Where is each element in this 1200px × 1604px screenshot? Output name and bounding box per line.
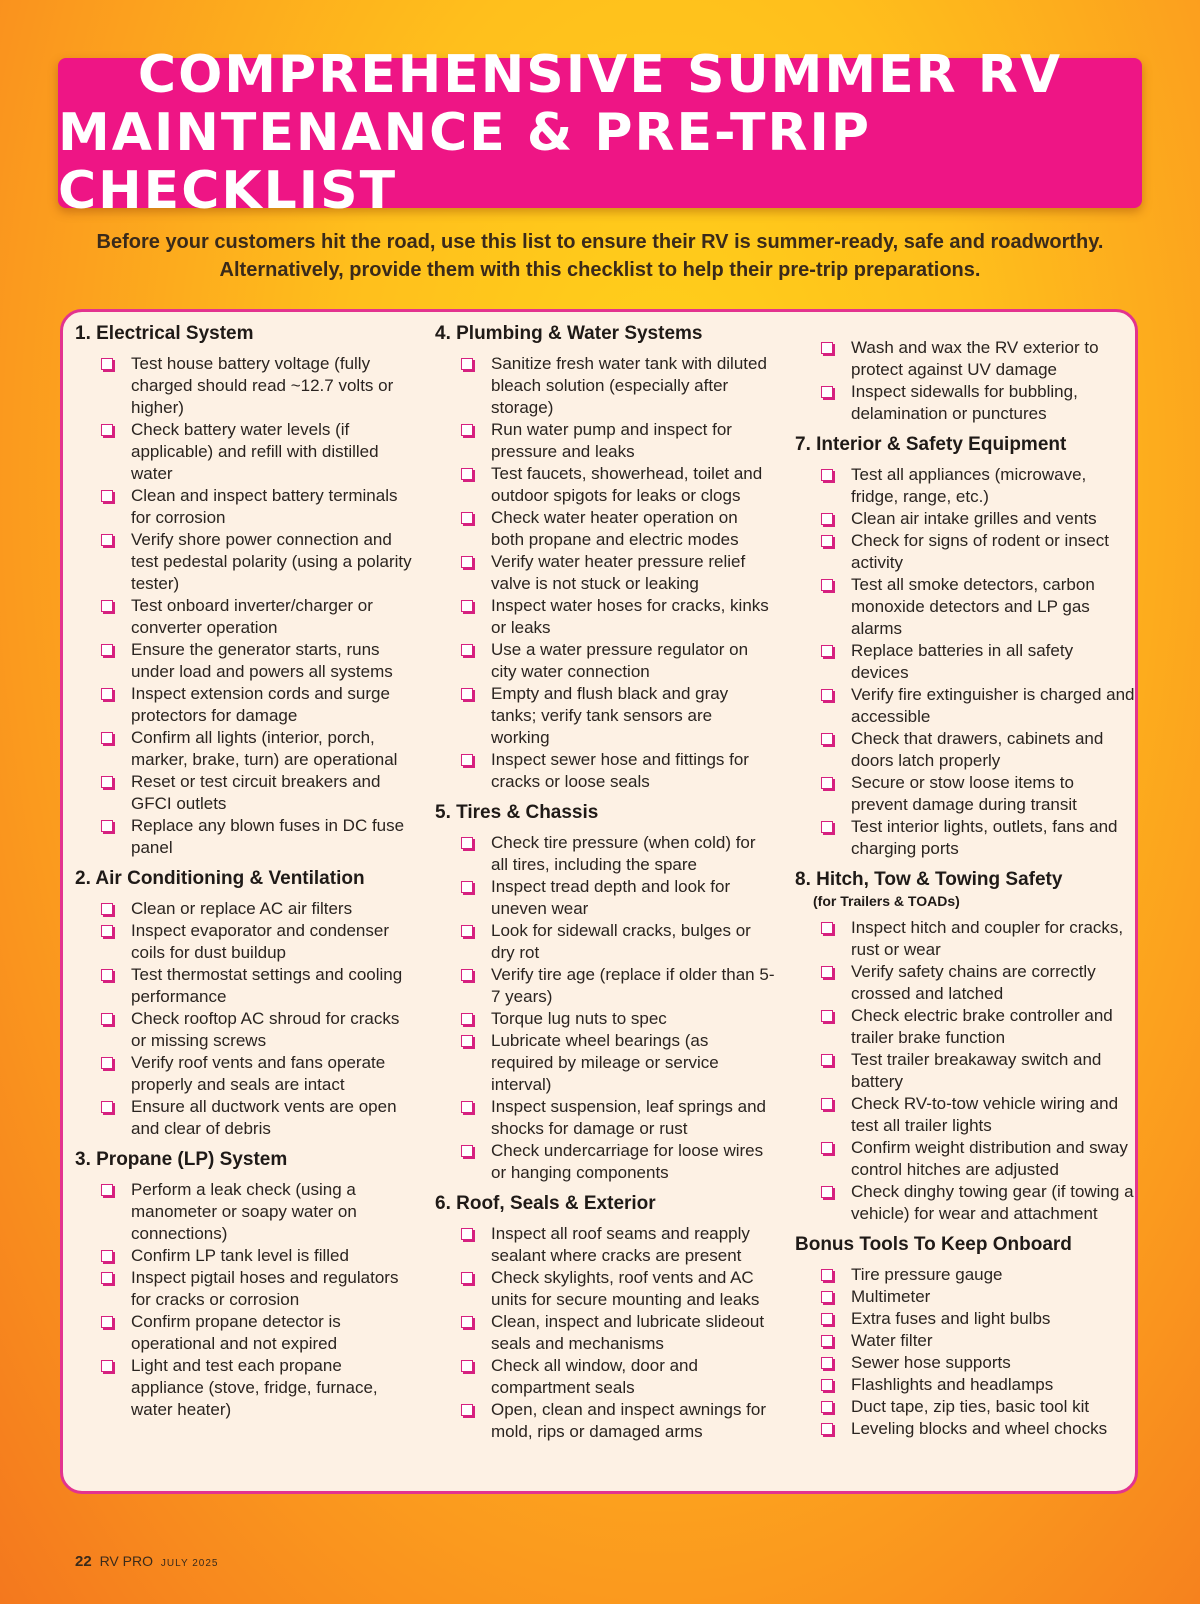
column-2 [435, 322, 775, 1451]
checklist-item-text: Inspect hitch and coupler for cracks, rust or wear [851, 918, 1124, 959]
checklist-item-text: Inspect extension cords and surge protectors for damage [131, 684, 390, 725]
page-footer [75, 1553, 218, 1570]
checklist-item-text: Lubricate wheel bearings (as required by mileage or service interval) [491, 1031, 719, 1094]
checkbox-icon[interactable] [461, 837, 473, 849]
section-heading: 1. Electrical System [75, 323, 254, 344]
checklist-item [75, 964, 415, 1008]
checkbox-icon[interactable] [821, 535, 833, 547]
checklist-item-text: Test onboard inverter/charger or converter operation [131, 596, 373, 637]
section-heading: 2. Air Conditioning & Ventilation [75, 868, 365, 889]
checkbox-icon[interactable] [101, 925, 113, 937]
checklist-item [795, 1093, 1135, 1137]
section-heading: 6. Roof, Seals & Exterior [435, 1193, 656, 1214]
checklist-item [435, 749, 775, 793]
section-roof [435, 1192, 775, 1443]
checklist-item-text: Inspect pigtail hoses and regulators for cracks or corrosion [131, 1268, 399, 1309]
checklist-item-text: Clean or replace AC air filters [131, 899, 353, 918]
checklist-item-text: Leveling blocks and wheel chocks [851, 1419, 1108, 1438]
checklist-item-text: Test house battery voltage (fully charged should read ~12.7 volts or higher) [131, 354, 394, 417]
section-air-conditioning [75, 867, 415, 1140]
checklist-item [435, 1008, 775, 1030]
checklist-item [75, 920, 415, 964]
checkbox-icon[interactable] [101, 1272, 113, 1284]
checklist-item-text: Secure or stow loose items to prevent damage during transit [851, 773, 1077, 814]
checklist-item-text: Open, clean and inspect awnings for mold, rips or damaged arms [491, 1400, 767, 1441]
checklist-item [795, 1049, 1135, 1093]
checklist-item [795, 381, 1135, 425]
checklist-items [75, 898, 415, 1140]
checklist-item-text: Verify water heater pressure relief valve is not stuck or leaking [491, 552, 746, 593]
checkbox-icon[interactable] [101, 1013, 113, 1025]
checklist-item [795, 1308, 1135, 1330]
checklist-item [435, 964, 775, 1008]
checklist-item-text: Duct tape, zip ties, basic tool kit [851, 1397, 1090, 1416]
checklist-item-text: Ensure all ductwork vents are open and clear of debris [131, 1097, 397, 1138]
checkbox-icon[interactable] [821, 469, 833, 481]
checklist-item [435, 639, 775, 683]
checkbox-icon[interactable] [821, 1313, 833, 1325]
checklist-item-text: Test faucets, showerhead, toilet and outdoor spigots for leaks or clogs [491, 464, 763, 505]
checklist-item-text: Confirm propane detector is operational and not expired [131, 1312, 341, 1353]
checkbox-icon[interactable] [821, 689, 833, 701]
checklist-item [435, 1311, 775, 1355]
checklist-item [435, 419, 775, 463]
section-subheading: (for Trailers & TOADs) [813, 893, 960, 909]
checkbox-icon[interactable] [101, 1057, 113, 1069]
checklist-item [795, 1264, 1135, 1286]
checklist-item [435, 1355, 775, 1399]
checkbox-icon[interactable] [461, 556, 473, 568]
checkbox-icon[interactable] [821, 1291, 833, 1303]
intro-text [60, 228, 1140, 284]
checkbox-icon[interactable] [461, 881, 473, 893]
section-interior-safety [795, 433, 1135, 860]
checklist-item-text: Clean and inspect battery terminals for corrosion [131, 486, 398, 527]
checkbox-icon[interactable] [461, 1404, 473, 1416]
page-number: 22 [75, 1553, 92, 1570]
section-electrical [75, 322, 415, 859]
checklist-item [795, 1286, 1135, 1308]
checklist-item-text: Multimeter [851, 1287, 931, 1306]
checkbox-icon[interactable] [821, 386, 833, 398]
checklist-item-text: Verify roof vents and fans operate properly and seals are intact [131, 1053, 386, 1094]
checkbox-icon[interactable] [821, 1142, 833, 1154]
checkbox-icon[interactable] [821, 645, 833, 657]
checklist-item-text: Wash and wax the RV exterior to protect against UV damage [851, 338, 1099, 379]
checklist-item [75, 595, 415, 639]
checklist-item [75, 419, 415, 485]
checklist-item-text: Use a water pressure regulator on city water connection [491, 640, 749, 681]
page-title-line-1: COMPREHENSIVE SUMMER RV [137, 45, 1063, 105]
checklist-item [795, 961, 1135, 1005]
checkbox-icon[interactable] [461, 644, 473, 656]
checklist-items [795, 464, 1135, 860]
checklist-item-text: Test all smoke detectors, carbon monoxide detectors and LP gas alarms [851, 575, 1095, 638]
checklist-item-text: Inspect tread depth and look for uneven wear [491, 877, 731, 918]
checkbox-icon[interactable] [821, 922, 833, 934]
checklist-items [795, 917, 1135, 1225]
checklist-items [75, 353, 415, 859]
checklist-item [795, 1418, 1135, 1440]
checklist-item-text: Extra fuses and light bulbs [851, 1309, 1051, 1328]
checkbox-icon[interactable] [101, 776, 113, 788]
checklist-item-text: Clean air intake grilles and vents [851, 509, 1097, 528]
checkbox-icon[interactable] [101, 969, 113, 981]
checklist-item [435, 1096, 775, 1140]
checkbox-icon[interactable] [461, 688, 473, 700]
checklist-item-text: Run water pump and inspect for pressure and leaks [491, 420, 732, 461]
checklist-item [75, 639, 415, 683]
section-heading: 8. Hitch, Tow & Towing Safety [795, 869, 1063, 890]
column-1 [75, 322, 415, 1429]
checklist-item [435, 683, 775, 749]
checklist-item [435, 876, 775, 920]
section-hitch-tow [795, 868, 1135, 1225]
checkbox-icon[interactable] [821, 1423, 833, 1435]
checkbox-icon[interactable] [821, 579, 833, 591]
checkbox-icon[interactable] [461, 358, 473, 370]
checkbox-icon[interactable] [461, 1360, 473, 1372]
checklist-item [435, 353, 775, 419]
checklist-item-text: Light and test each propane appliance (stove, fridge, furnace, water heater) [131, 1356, 378, 1419]
checkbox-icon[interactable] [821, 733, 833, 745]
checkbox-icon[interactable] [821, 1357, 833, 1369]
checkbox-icon[interactable] [821, 1010, 833, 1022]
checklist-item-text: Check water heater operation on both propane and electric modes [491, 508, 739, 549]
checkbox-icon[interactable] [461, 1228, 473, 1240]
intro-line-1: Before your customers hit the road, use this list to ensure their RV is summer-ready, safe and roadworthy. [96, 231, 1104, 253]
checklist-item [795, 574, 1135, 640]
checklist-item [795, 728, 1135, 772]
checklist-card [60, 309, 1138, 1494]
section-heading: 4. Plumbing & Water Systems [435, 323, 703, 344]
checklist-item-text: Check tire pressure (when cold) for all tires, including the spare [491, 833, 756, 874]
column-3 [795, 322, 1135, 1448]
section-heading: 3. Propane (LP) System [75, 1149, 288, 1170]
checkbox-icon[interactable] [821, 966, 833, 978]
checkbox-icon[interactable] [461, 925, 473, 937]
checkbox-icon[interactable] [101, 732, 113, 744]
checklist-item [75, 1355, 415, 1421]
checklist-items [435, 353, 775, 793]
issue-date: JULY 2025 [160, 1558, 219, 1569]
checklist-item [435, 595, 775, 639]
checklist-item [795, 1005, 1135, 1049]
checklist-item [435, 507, 775, 551]
checklist-item-text: Check for signs of rodent or insect activity [851, 531, 1109, 572]
checklist-item-text: Reset or test circuit breakers and GFCI outlets [131, 772, 381, 813]
checkbox-icon[interactable] [461, 754, 473, 766]
checkbox-icon[interactable] [101, 1316, 113, 1328]
checklist-item [795, 530, 1135, 574]
checklist-item [795, 1181, 1135, 1225]
checklist-item [435, 551, 775, 595]
checklist-item-text: Torque lug nuts to spec [491, 1009, 667, 1028]
checklist-item-text: Check RV-to-tow vehicle wiring and test all trailer lights [851, 1094, 1119, 1135]
checkbox-icon[interactable] [101, 600, 113, 612]
checklist-item [75, 485, 415, 529]
checkbox-icon[interactable] [461, 969, 473, 981]
checkbox-icon[interactable] [461, 600, 473, 612]
checklist-item-text: Check skylights, roof vents and AC units for secure mounting and leaks [491, 1268, 760, 1309]
checkbox-icon[interactable] [101, 424, 113, 436]
checklist-item-text: Inspect sewer hose and fittings for cracks or loose seals [491, 750, 749, 791]
section-heading: Bonus Tools To Keep Onboard [795, 1234, 1072, 1255]
checklist-item-text: Verify fire extinguisher is charged and accessible [851, 685, 1135, 726]
checklist-item [435, 1030, 775, 1096]
section-propane [75, 1148, 415, 1421]
checklist-items [435, 832, 775, 1184]
checklist-item [795, 772, 1135, 816]
checklist-item-text: Confirm weight distribution and sway control hitches are adjusted [851, 1138, 1128, 1179]
checkbox-icon[interactable] [101, 820, 113, 832]
checkbox-icon[interactable] [821, 1186, 833, 1198]
checklist-item [795, 684, 1135, 728]
checklist-item-text: Check rooftop AC shroud for cracks or missing screws [131, 1009, 400, 1050]
checklist-item-text: Check electric brake controller and trailer brake function [851, 1006, 1113, 1047]
checklist-item [795, 640, 1135, 684]
checklist-item [795, 1137, 1135, 1181]
checklist-item [795, 917, 1135, 961]
section-plumbing [435, 322, 775, 793]
checklist-item-text: Sanitize fresh water tank with diluted bleach solution (especially after storage) [491, 354, 767, 417]
checklist-item [795, 1374, 1135, 1396]
checkbox-icon[interactable] [101, 1360, 113, 1372]
checklist-item [795, 1352, 1135, 1374]
checklist-item [435, 920, 775, 964]
checklist-item-text: Empty and flush black and gray tanks; verify tank sensors are working [491, 684, 729, 747]
checklist-item [795, 508, 1135, 530]
checklist-item-text: Test interior lights, outlets, fans and charging ports [851, 817, 1118, 858]
checklist-item [435, 832, 775, 876]
checklist-item [75, 1052, 415, 1096]
checkbox-icon[interactable] [461, 1101, 473, 1113]
checkbox-icon[interactable] [821, 342, 833, 354]
section-heading: 7. Interior & Safety Equipment [795, 434, 1067, 455]
checkbox-icon[interactable] [821, 1269, 833, 1281]
checklist-item-text: Inspect sidewalls for bubbling, delamination or punctures [851, 382, 1078, 423]
section-bonus-tools [795, 1233, 1135, 1440]
checklist-item [75, 1311, 415, 1355]
checklist-item [435, 1399, 775, 1443]
section-roof-continued [795, 337, 1135, 425]
checklist-item [435, 1223, 775, 1267]
checklist-item [435, 1267, 775, 1311]
checklist-item [435, 1140, 775, 1184]
checklist-item-text: Verify safety chains are correctly crossed and latched [851, 962, 1096, 1003]
checklist-item-text: Inspect suspension, leaf springs and shocks for damage or rust [491, 1097, 767, 1138]
checkbox-icon[interactable] [101, 490, 113, 502]
checklist-item-text: Check undercarriage for loose wires or hanging components [491, 1141, 764, 1182]
checklist-item [75, 815, 415, 859]
checklist-item [75, 771, 415, 815]
checkbox-icon[interactable] [101, 534, 113, 546]
checklist-item-text: Tire pressure gauge [851, 1265, 1003, 1284]
checklist-items [75, 1179, 415, 1421]
checklist-item [75, 727, 415, 771]
magazine-name: RV PRO [99, 1553, 154, 1569]
checkbox-icon[interactable] [461, 468, 473, 480]
checklist-item-text: Sewer hose supports [851, 1353, 1011, 1372]
checklist-item-text: Ensure the generator starts, runs under load and powers all systems [131, 640, 393, 681]
checklist-item-text: Perform a leak check (using a manometer or soapy water on connections) [131, 1180, 357, 1243]
checklist-item [75, 529, 415, 595]
checkbox-icon[interactable] [101, 903, 113, 915]
checkbox-icon[interactable] [461, 512, 473, 524]
title-banner [58, 45, 1142, 221]
checklist-item-text: Confirm LP tank level is filled [131, 1246, 349, 1265]
checkbox-icon[interactable] [821, 513, 833, 525]
checklist-item-text: Inspect evaporator and condenser coils for dust buildup [131, 921, 390, 962]
checklist-item [75, 898, 415, 920]
checklist-item [795, 1396, 1135, 1418]
checklist-items [795, 1264, 1135, 1440]
checklist-item-text: Replace batteries in all safety devices [851, 641, 1074, 682]
checklist-item-text: Verify tire age (replace if older than 5-7 years) [491, 965, 775, 1006]
page-title-line-2: MAINTENANCE & PRE-TRIP CHECKLIST [58, 103, 871, 221]
checklist-item-text: Verify shore power connection and test pedestal polarity (using a polarity tester) [131, 530, 412, 593]
checklist-item-text: Test trailer breakaway switch and battery [851, 1050, 1102, 1091]
checkbox-icon[interactable] [821, 1379, 833, 1391]
checkbox-icon[interactable] [461, 1145, 473, 1157]
checkbox-icon[interactable] [101, 1184, 113, 1196]
checkbox-icon[interactable] [461, 1035, 473, 1047]
checklist-item-text: Test all appliances (microwave, fridge, range, etc.) [851, 465, 1087, 506]
checklist-item [795, 1330, 1135, 1352]
checklist-items [435, 1223, 775, 1443]
section-heading: 5. Tires & Chassis [435, 802, 599, 823]
checklist-item-text: Inspect water hoses for cracks, kinks or leaks [491, 596, 769, 637]
checkbox-icon[interactable] [821, 777, 833, 789]
checklist-item-text: Check dinghy towing gear (if towing a vehicle) for wear and attachment [851, 1182, 1134, 1223]
checklist-item [795, 337, 1135, 381]
checklist-item [75, 353, 415, 419]
checklist-item-text: Confirm all lights (interior, porch, marker, brake, turn) are operational [131, 728, 398, 769]
checklist-item-text: Test thermostat settings and cooling performance [131, 965, 403, 1006]
checklist-item [75, 1245, 415, 1267]
checkbox-icon[interactable] [101, 1101, 113, 1113]
intro-line-2: Alternatively, provide them with this checklist to help their pre-trip preparations. [219, 259, 981, 281]
checklist-item [435, 463, 775, 507]
checkbox-icon[interactable] [461, 1013, 473, 1025]
checkbox-icon[interactable] [461, 424, 473, 436]
checklist-item [75, 1267, 415, 1311]
section-tires [435, 801, 775, 1184]
checkbox-icon[interactable] [821, 1335, 833, 1347]
checklist-item-text: Look for sidewall cracks, bulges or dry rot [491, 921, 751, 962]
checkbox-icon[interactable] [821, 1098, 833, 1110]
checklist-item [795, 816, 1135, 860]
checklist-item-text: Replace any blown fuses in DC fuse panel [131, 816, 405, 857]
checklist-item-text: Flashlights and headlamps [851, 1375, 1054, 1394]
checklist-item [75, 1008, 415, 1052]
checkbox-icon[interactable] [101, 688, 113, 700]
checklist-item [75, 683, 415, 727]
checkbox-icon[interactable] [101, 644, 113, 656]
checkbox-icon[interactable] [101, 358, 113, 370]
checklist-item [75, 1179, 415, 1245]
checkbox-icon[interactable] [461, 1272, 473, 1284]
checklist-item [75, 1096, 415, 1140]
checklist-item-text: Check that drawers, cabinets and doors latch properly [851, 729, 1104, 770]
checklist-item [795, 464, 1135, 508]
checkbox-icon[interactable] [821, 821, 833, 833]
checklist-item-text: Water filter [851, 1331, 933, 1350]
checkbox-icon[interactable] [821, 1054, 833, 1066]
checklist-item-text: Check battery water levels (if applicable) and refill with distilled water [131, 420, 379, 483]
checkbox-icon[interactable] [461, 1316, 473, 1328]
checkbox-icon[interactable] [821, 1401, 833, 1413]
checklist-item-text: Inspect all roof seams and reapply sealant where cracks are present [491, 1224, 750, 1265]
checkbox-icon[interactable] [101, 1250, 113, 1262]
checklist-items [795, 337, 1135, 425]
checklist-item-text: Clean, inspect and lubricate slideout seals and mechanisms [491, 1312, 765, 1353]
checklist-item-text: Check all window, door and compartment seals [491, 1356, 698, 1397]
